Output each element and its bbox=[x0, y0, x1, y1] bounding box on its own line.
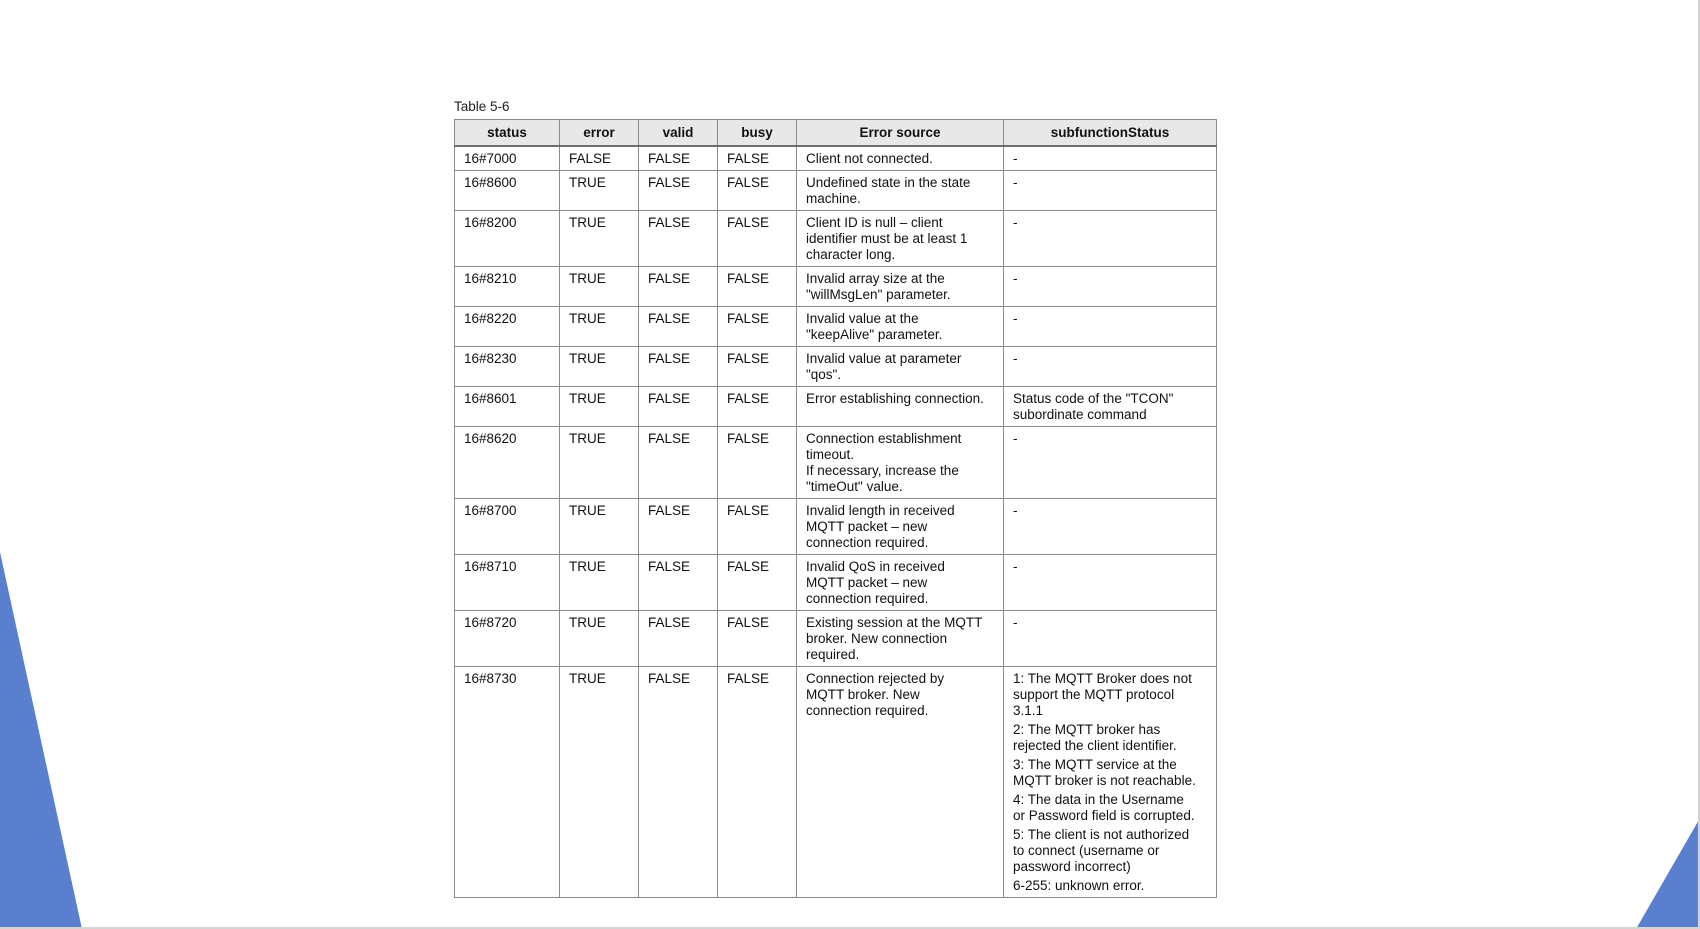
table-row bbox=[455, 146, 1217, 171]
error-source-cell: Undefined state in the state machine. bbox=[797, 171, 1004, 211]
column-header-valid: valid bbox=[639, 120, 718, 147]
subfunction-status-cell bbox=[1004, 499, 1217, 555]
busy-cell: FALSE bbox=[718, 427, 797, 499]
busy-cell: FALSE bbox=[718, 347, 797, 387]
status-cell: 16#7000 bbox=[455, 146, 560, 171]
column-header-error: error bbox=[560, 120, 639, 147]
error-source-cell: Invalid value at parameter "qos". bbox=[797, 347, 1004, 387]
error-source-cell: Invalid QoS in received MQTT packet – new connection required. bbox=[797, 555, 1004, 611]
subfunction-status-cell bbox=[1004, 146, 1217, 171]
status-cell: 16#8220 bbox=[455, 307, 560, 347]
valid-cell: FALSE bbox=[639, 307, 718, 347]
status-cell: 16#8200 bbox=[455, 211, 560, 267]
table-row bbox=[455, 555, 1217, 611]
valid-cell: FALSE bbox=[639, 555, 718, 611]
error-cell: TRUE bbox=[560, 307, 639, 347]
busy-cell: FALSE bbox=[718, 499, 797, 555]
right-accent-shape bbox=[1636, 818, 1700, 929]
busy-cell: FALSE bbox=[718, 555, 797, 611]
error-source-cell: Invalid array size at the "willMsgLen" parameter. bbox=[797, 267, 1004, 307]
busy-cell: FALSE bbox=[718, 211, 797, 267]
status-cell: 16#8210 bbox=[455, 267, 560, 307]
error-cell: TRUE bbox=[560, 427, 639, 499]
table-row bbox=[455, 499, 1217, 555]
subfunction-status-line: - bbox=[1013, 175, 1018, 190]
status-cell: 16#8730 bbox=[455, 667, 560, 898]
subfunction-status-line: 2: The MQTT broker has rejected the client identifier. bbox=[1013, 722, 1177, 753]
error-source-cell: Invalid value at the "keepAlive" parameter. bbox=[797, 307, 1004, 347]
busy-cell: FALSE bbox=[718, 387, 797, 427]
subfunction-status-line: - bbox=[1013, 271, 1018, 286]
subfunction-status-line: 5: The client is not authorized to connect (username or password incorrect) bbox=[1013, 827, 1190, 874]
table-row bbox=[455, 267, 1217, 307]
subfunction-status-line: 3: The MQTT service at the MQTT broker is not reachable. bbox=[1013, 757, 1196, 788]
error-source-cell: Existing session at the MQTT broker. New connection required. bbox=[797, 611, 1004, 667]
table-caption: Table 5-6 bbox=[454, 99, 510, 114]
subfunction-status-line: - bbox=[1013, 559, 1018, 574]
column-header-error-source: Error source bbox=[797, 120, 1004, 147]
status-cell: 16#8710 bbox=[455, 555, 560, 611]
subfunction-status-cell bbox=[1004, 347, 1217, 387]
subfunction-status-line: - bbox=[1013, 431, 1018, 446]
table-row bbox=[455, 211, 1217, 267]
subfunction-status-line: - bbox=[1013, 503, 1018, 518]
valid-cell: FALSE bbox=[639, 611, 718, 667]
error-cell: TRUE bbox=[560, 347, 639, 387]
table-row bbox=[455, 347, 1217, 387]
valid-cell: FALSE bbox=[639, 427, 718, 499]
subfunction-status-cell bbox=[1004, 171, 1217, 211]
subfunction-status-line: - bbox=[1013, 151, 1018, 166]
error-cell: TRUE bbox=[560, 387, 639, 427]
subfunction-status-line: - bbox=[1013, 615, 1018, 630]
error-cell: TRUE bbox=[560, 267, 639, 307]
error-cell: FALSE bbox=[560, 146, 639, 171]
table-row bbox=[455, 667, 1217, 898]
subfunction-status-line: - bbox=[1013, 215, 1018, 230]
table-header-row bbox=[455, 120, 1217, 147]
table-row bbox=[455, 307, 1217, 347]
subfunction-status-line: 4: The data in the Username or Password field is corrupted. bbox=[1013, 792, 1195, 823]
valid-cell: FALSE bbox=[639, 267, 718, 307]
busy-cell: FALSE bbox=[718, 611, 797, 667]
busy-cell: FALSE bbox=[718, 667, 797, 898]
subfunction-status-line: Status code of the "TCON" subordinate command bbox=[1013, 391, 1174, 422]
subfunction-status-cell bbox=[1004, 555, 1217, 611]
column-header-subfunction-status: subfunctionStatus bbox=[1004, 120, 1217, 147]
table-row bbox=[455, 387, 1217, 427]
column-header-busy: busy bbox=[718, 120, 797, 147]
subfunction-status-cell bbox=[1004, 307, 1217, 347]
valid-cell: FALSE bbox=[639, 146, 718, 171]
subfunction-status-line: - bbox=[1013, 311, 1018, 326]
status-cell: 16#8720 bbox=[455, 611, 560, 667]
error-cell: TRUE bbox=[560, 611, 639, 667]
status-cell: 16#8620 bbox=[455, 427, 560, 499]
valid-cell: FALSE bbox=[639, 347, 718, 387]
valid-cell: FALSE bbox=[639, 211, 718, 267]
status-cell: 16#8600 bbox=[455, 171, 560, 211]
status-table bbox=[454, 119, 1217, 898]
error-cell: TRUE bbox=[560, 499, 639, 555]
subfunction-status-cell bbox=[1004, 211, 1217, 267]
error-cell: TRUE bbox=[560, 667, 639, 898]
valid-cell: FALSE bbox=[639, 667, 718, 898]
subfunction-status-line: 1: The MQTT Broker does not support the MQTT protocol 3.1.1 bbox=[1013, 671, 1192, 718]
column-header-status: status bbox=[455, 120, 560, 147]
table-body bbox=[455, 146, 1217, 898]
subfunction-status-cell bbox=[1004, 267, 1217, 307]
subfunction-status-cell bbox=[1004, 427, 1217, 499]
error-source-cell: Error establishing connection. bbox=[797, 387, 1004, 427]
table-row bbox=[455, 171, 1217, 211]
subfunction-status-line: - bbox=[1013, 351, 1018, 366]
subfunction-status-cell bbox=[1004, 387, 1217, 427]
subfunction-status-cell bbox=[1004, 667, 1217, 898]
busy-cell: FALSE bbox=[718, 146, 797, 171]
subfunction-status-cell bbox=[1004, 611, 1217, 667]
error-source-cell: Client ID is null – client identifier must be at least 1 character long. bbox=[797, 211, 1004, 267]
error-source-cell: Connection establishment timeout. If necessary, increase the "timeOut" value. bbox=[797, 427, 1004, 499]
table-row bbox=[455, 611, 1217, 667]
subfunction-status-line: 6-255: unknown error. bbox=[1013, 878, 1145, 893]
status-cell: 16#8601 bbox=[455, 387, 560, 427]
valid-cell: FALSE bbox=[639, 387, 718, 427]
error-cell: TRUE bbox=[560, 171, 639, 211]
error-cell: TRUE bbox=[560, 555, 639, 611]
error-source-cell: Client not connected. bbox=[797, 146, 1004, 171]
table-row bbox=[455, 427, 1217, 499]
busy-cell: FALSE bbox=[718, 307, 797, 347]
left-accent-shape bbox=[0, 552, 82, 929]
valid-cell: FALSE bbox=[639, 499, 718, 555]
status-cell: 16#8230 bbox=[455, 347, 560, 387]
error-cell: TRUE bbox=[560, 211, 639, 267]
valid-cell: FALSE bbox=[639, 171, 718, 211]
error-source-cell: Invalid length in received MQTT packet – new connection required. bbox=[797, 499, 1004, 555]
busy-cell: FALSE bbox=[718, 267, 797, 307]
busy-cell: FALSE bbox=[718, 171, 797, 211]
error-source-cell: Connection rejected by MQTT broker. New connection required. bbox=[797, 667, 1004, 898]
status-cell: 16#8700 bbox=[455, 499, 560, 555]
